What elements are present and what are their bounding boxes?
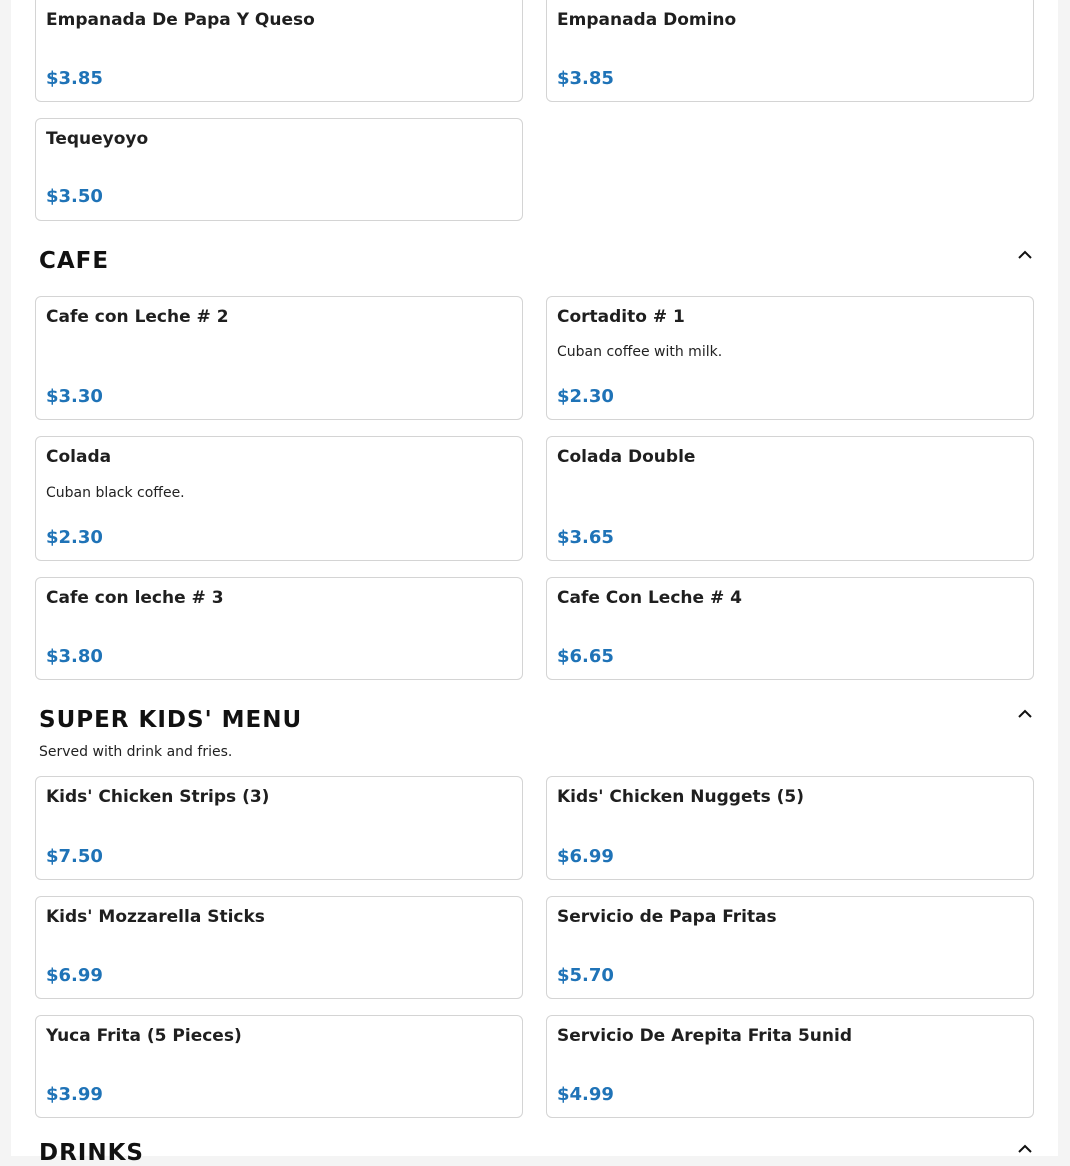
item-price: $6.99: [557, 846, 614, 867]
item-name: Empanada De Papa Y Queso: [46, 10, 315, 30]
menu-item-card[interactable]: [35, 436, 523, 561]
item-description: Cuban black coffee.: [46, 485, 185, 501]
item-name: Kids' Mozzarella Sticks: [46, 907, 265, 927]
menu-item-card[interactable]: [546, 577, 1034, 680]
item-price: $4.99: [557, 1084, 614, 1105]
item-name: Cafe con Leche # 2: [46, 307, 229, 327]
item-price: $3.50: [46, 186, 103, 207]
item-price: $3.30: [46, 386, 103, 407]
item-name: Empanada Domino: [557, 10, 737, 30]
item-name: Colada Double: [557, 447, 696, 467]
item-name: Yuca Frita (5 Pieces): [46, 1026, 242, 1046]
item-name: Kids' Chicken Nuggets (5): [557, 787, 805, 807]
chevron-up-icon[interactable]: [1017, 249, 1033, 261]
item-price: $3.99: [46, 1084, 103, 1105]
item-price: $3.85: [46, 68, 103, 89]
section-title-kids: SUPER KIDS' MENU: [39, 707, 303, 733]
menu-item-card[interactable]: [35, 118, 523, 221]
menu-item-card[interactable]: [546, 1015, 1034, 1118]
item-price: $3.85: [557, 68, 614, 89]
menu-item-card[interactable]: [546, 896, 1034, 999]
item-name: Cortadito # 1: [557, 307, 685, 327]
menu-item-card[interactable]: [546, 776, 1034, 880]
item-price: $6.65: [557, 646, 614, 667]
section-description: Served with drink and fries.: [39, 744, 233, 760]
item-name: Tequeyoyo: [46, 129, 149, 149]
item-price: $3.80: [46, 646, 103, 667]
item-name: Servicio de Papa Fritas: [557, 907, 777, 927]
item-price: $6.99: [46, 965, 103, 986]
item-price: $2.30: [46, 527, 103, 548]
menu-item-card[interactable]: [35, 577, 523, 680]
chevron-up-icon[interactable]: [1017, 708, 1033, 720]
menu-item-card[interactable]: [35, 896, 523, 999]
menu-item-card[interactable]: [546, 436, 1034, 561]
menu-item-card[interactable]: [35, 776, 523, 880]
item-price: $7.50: [46, 846, 103, 867]
item-name: Colada: [46, 447, 112, 467]
chevron-up-icon[interactable]: [1017, 1143, 1033, 1155]
item-name: Cafe Con Leche # 4: [557, 588, 742, 608]
item-name: Kids' Chicken Strips (3): [46, 787, 270, 807]
menu-item-card[interactable]: [546, 0, 1034, 102]
menu-page: [11, 0, 1058, 1166]
item-description: Cuban coffee with milk.: [557, 344, 723, 360]
menu-item-card[interactable]: [35, 1015, 523, 1118]
item-price: $3.65: [557, 527, 614, 548]
section-title-cafe: CAFE: [39, 248, 110, 274]
item-name: Cafe con leche # 3: [46, 588, 224, 608]
menu-item-card[interactable]: [35, 296, 523, 420]
item-price: $5.70: [557, 965, 614, 986]
section-title-drinks: DRINKS: [39, 1140, 144, 1166]
item-name: Servicio De Arepita Frita 5unid: [557, 1026, 852, 1046]
menu-item-card[interactable]: [35, 0, 523, 102]
menu-item-card[interactable]: [546, 296, 1034, 420]
item-price: $2.30: [557, 386, 614, 407]
